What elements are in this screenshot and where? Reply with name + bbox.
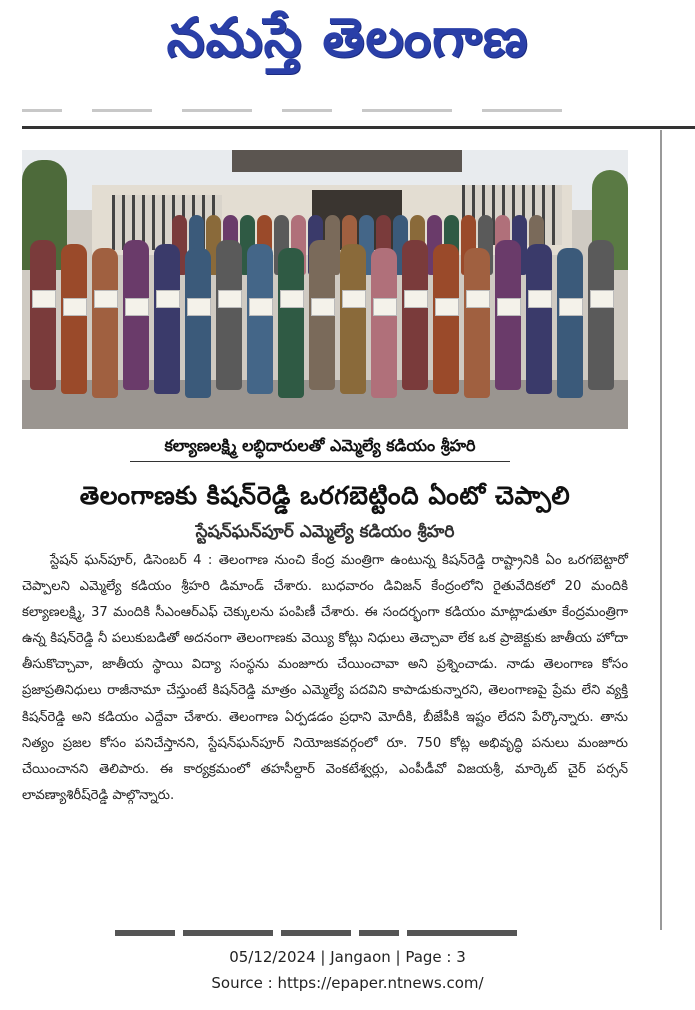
certificate-paper bbox=[404, 290, 428, 308]
certificate-paper bbox=[466, 290, 490, 308]
photo-person bbox=[371, 248, 397, 398]
photo-person bbox=[247, 244, 273, 394]
certificate-paper bbox=[342, 290, 366, 308]
article-subhead: స్టేషన్‌ఘన్‌పూర్ ఎమ్మెల్యే కడియం శ్రీహరి bbox=[195, 522, 455, 542]
certificate-paper bbox=[63, 298, 87, 316]
certificate-paper bbox=[311, 298, 335, 316]
photo-person bbox=[185, 248, 211, 398]
photo-person bbox=[61, 244, 87, 394]
certificate-paper bbox=[187, 298, 211, 316]
certificate-paper bbox=[32, 290, 56, 308]
certificate-paper bbox=[249, 298, 273, 316]
certificate-paper bbox=[497, 298, 521, 316]
photo-person bbox=[464, 248, 490, 398]
photo-person bbox=[588, 240, 614, 390]
column-divider bbox=[660, 130, 662, 930]
cut-off-next-headline bbox=[115, 922, 555, 932]
photo-person bbox=[340, 244, 366, 394]
photo-person bbox=[433, 244, 459, 394]
certificate-paper bbox=[218, 290, 242, 308]
crowd-group bbox=[22, 210, 628, 410]
certificate-paper bbox=[590, 290, 614, 308]
photo-person bbox=[92, 248, 118, 398]
article-body: స్టేషన్ ఘన్‌పూర్, డిసెంబర్ 4 : తెలంగాణ నుంచి కేంద్ర మంత్రిగా ఉంటున్న కిషన్‌రెడ్డి రాష్ట్రానికి ఏం ఒరగబెట్టారో చెప్పాలని ఎమ్మెల్యే కడియం శ్రీహరి డిమాండ్ చేశారు. బుధవారం డివిజన్ కేంద్రంలోని రైతువేదికలో 20 మందికి కల్యాణలక్ష్మి, 37 మందికి సీఎంఆర్‌ఎఫ్ చెక్కులను పంపిణీ చేశారు. ఈ సందర్భంగా కడియం మాట్లాడుతూ కేంద్రమంత్రిగా ఉన్న కిషన్‌రెడ్డి నీ పలుకుబడితో అదనంగా తెలంగాణకు వెయ్యి కోట్లు నిధులు తెచ్చావా లేక ఒక ప్రాజెక్టుకు జాతీయ హోదా తీసుకొచ్చావా, జాతీయ స్థాయి విద్యా సంస్థను మంజూరు చేయించావా అని ప్రశ్నించాడు. నాడు తెలంగాణ కోసం ప్రజాప్రతినిధులు రాజీనామా చేస్తుంటే కిషన్‌రెడ్డి మాత్రం ఎమ్మెల్యే పదవిని కాపాడుకున్నారని, తెలంగాణపై ప్రేమ లేని వ్యక్తి కిషన్‌రెడ్డి అని కడియం ఎద్దేవా చేశారు. తెలంగాణ ఏర్పడడం ప్రధాని మోదీకి, బీజేపీకి ఇష్టం లేదని పేర్కొన్నారు. తాను నిత్యం ప్రజల కోసం పనిచేస్తానని, స్టేషన్‌ఘన్‌పూర్ నియోజకవర్గంలో రూ. 750 కోట్ల అభివృద్ధి పనులు మంజూరు చేయించానని తెలిపారు. ఈ కార్యక్రమంలో తహసీల్దార్ వెంకటేశ్వర్లు, ఎంపీడీవో విజయశ్రీ, మార్కెట్ చైర్ పర్సన్ లావణ్యాశిరీష్‌రెడ్డి పాల్గొన్నారు. bbox=[22, 553, 628, 803]
faint-header-strip bbox=[22, 100, 695, 108]
photo-person bbox=[30, 240, 56, 390]
certificate-paper bbox=[156, 290, 180, 308]
newspaper-logo: నమస్తే తెలంగాణ bbox=[166, 6, 529, 69]
certificate-paper bbox=[528, 290, 552, 308]
photo-person bbox=[278, 248, 304, 398]
article-headline: తెలంగాణకు కిషన్‌రెడ్డి ఒరగబెట్టింది ఏంటో చెప్పాలి bbox=[79, 481, 571, 510]
certificate-paper bbox=[373, 298, 397, 316]
certificate-paper bbox=[94, 290, 118, 308]
photo-caption: కల్యాణలక్ష్మి లబ్ధిదారులతో ఎమ్మెల్యే కడియం శ్రీహరి bbox=[130, 431, 510, 462]
photo-person bbox=[402, 240, 428, 390]
photo-person bbox=[557, 248, 583, 398]
header-rule bbox=[22, 126, 695, 129]
certificate-paper bbox=[435, 298, 459, 316]
edition-info: 05/12/2024 | Jangaon | Page : 3 bbox=[229, 948, 466, 966]
article-photo bbox=[22, 150, 628, 429]
certificate-paper bbox=[280, 290, 304, 308]
photo-person bbox=[216, 240, 242, 390]
photo-person bbox=[154, 244, 180, 394]
photo-person bbox=[526, 244, 552, 394]
certificate-paper bbox=[125, 298, 149, 316]
certificate-paper bbox=[559, 298, 583, 316]
source-link[interactable]: Source : https://epaper.ntnews.com/ bbox=[211, 974, 484, 992]
masthead bbox=[0, 0, 695, 92]
source-footer bbox=[0, 944, 695, 996]
